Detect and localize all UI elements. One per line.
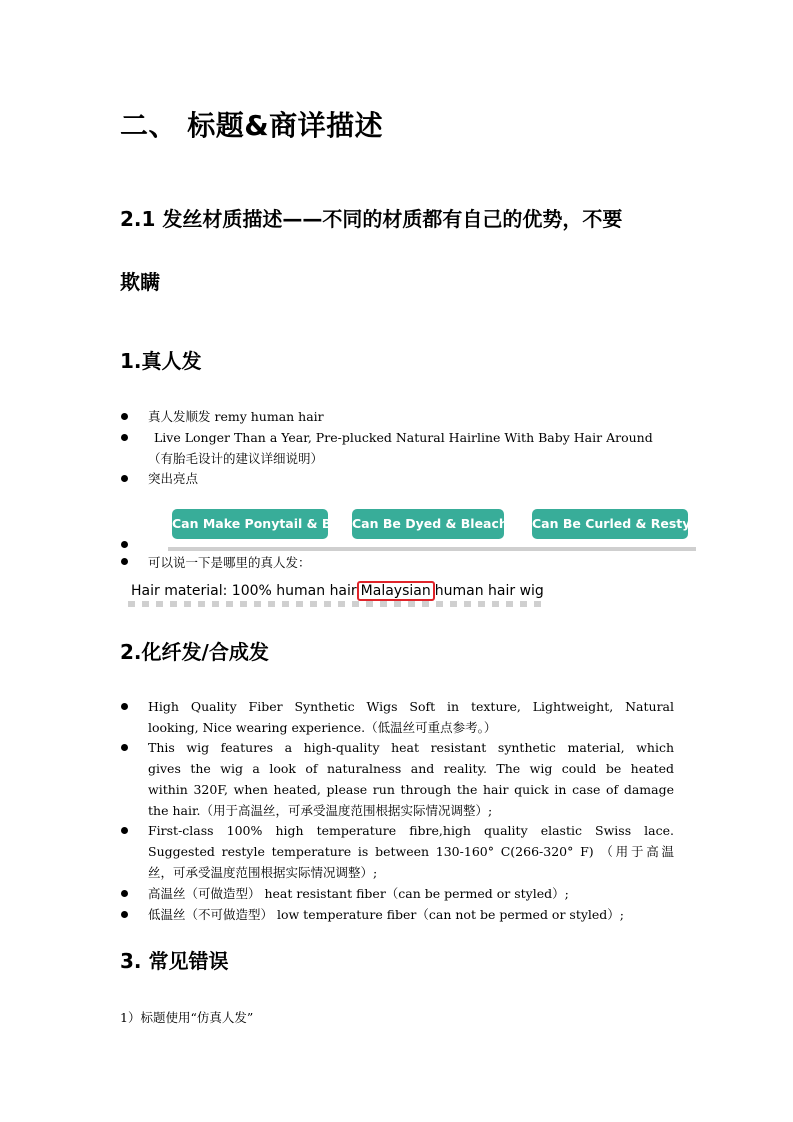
list-item: Live Longer Than a Year, Pre-plucked Natural Hairline With Baby Hair Around [154, 430, 653, 445]
hair-material-prefix: Hair material: 100% human hair [131, 583, 357, 599]
bullet-icon [121, 890, 128, 897]
list-item-continuation: （有胎毛设计的建议详细说明） [148, 451, 324, 466]
list-item: This wig features a high-quality heat resistant synthetic material, which [148, 740, 674, 755]
list-item: 真人发顺发 remy human hair [148, 409, 324, 424]
list-item: First-class 100% high temperature fibre,high quality elastic Swiss lace. [148, 823, 674, 838]
list-item-continuation: the hair.（用于高温丝，可承受温度范围根据实际情况调整）; [148, 803, 493, 818]
bullet-icon [121, 911, 128, 918]
hair-material-line [131, 583, 544, 599]
feature-pill-curled: Can Be Curled & Restyle [532, 509, 688, 539]
page-title: 二、 标题&商详描述 [120, 109, 384, 142]
section-title-synthetic: 2.化纤发/合成发 [120, 640, 269, 664]
list-item-continuation: Suggested restyle temperature is between 130-160° C(266-320° F) （用于高温 [148, 844, 674, 859]
bullet-icon [121, 541, 128, 548]
hair-material-suffix: human hair wig [434, 583, 544, 599]
cropped-text-remnant [128, 601, 548, 607]
list-item-continuation: within 320F, when heated, please run through the hair quick in case of damage [148, 782, 674, 797]
feature-pill-dyed: Can Be Dyed & Bleached [352, 509, 504, 539]
list-item-continuation: gives the wig a look of naturalness and reality. The wig could be heated [148, 761, 674, 776]
bullet-icon [121, 703, 128, 710]
list-item: 低温丝（不可做造型） low temperature fiber（can not be permed or styled）; [148, 907, 625, 922]
list-item: 高温丝（可做造型） heat resistant fiber（can be permed or styled）; [148, 886, 569, 901]
section-title-common-mistakes: 3. 常见错误 [120, 949, 229, 973]
bullet-icon [121, 827, 128, 834]
subsection-title-line2: 欺瞒 [120, 270, 160, 294]
feature-pill-ponytail: Can Make Ponytail & Bun [172, 509, 328, 539]
bullet-icon [121, 744, 128, 751]
feature-banner [148, 490, 704, 552]
hair-origin-highlight: Malaysian [357, 581, 435, 601]
list-item-continuation: 丝，可承受温度范围根据实际情况调整）; [148, 865, 378, 880]
list-item: 可以说一下是哪里的真人发： [148, 555, 311, 570]
list-item: 1）标题使用“仿真人发” [120, 1010, 254, 1025]
bullet-icon [121, 434, 128, 441]
bullet-icon [121, 475, 128, 482]
bullet-icon [121, 558, 128, 565]
bullet-icon [121, 413, 128, 420]
list-item: 突出亮点 [148, 471, 199, 486]
list-item: High Quality Fiber Synthetic Wigs Soft in texture, Lightweight, Natural [148, 699, 674, 714]
banner-shadow [168, 547, 696, 551]
section-title-real-hair: 1.真人发 [120, 349, 202, 373]
list-item-continuation: looking, Nice wearing experience.（低温丝可重点参考。） [148, 720, 497, 735]
subsection-title-line1: 2.1 发丝材质描述——不同的材质都有自己的优势，不要 [120, 207, 623, 231]
